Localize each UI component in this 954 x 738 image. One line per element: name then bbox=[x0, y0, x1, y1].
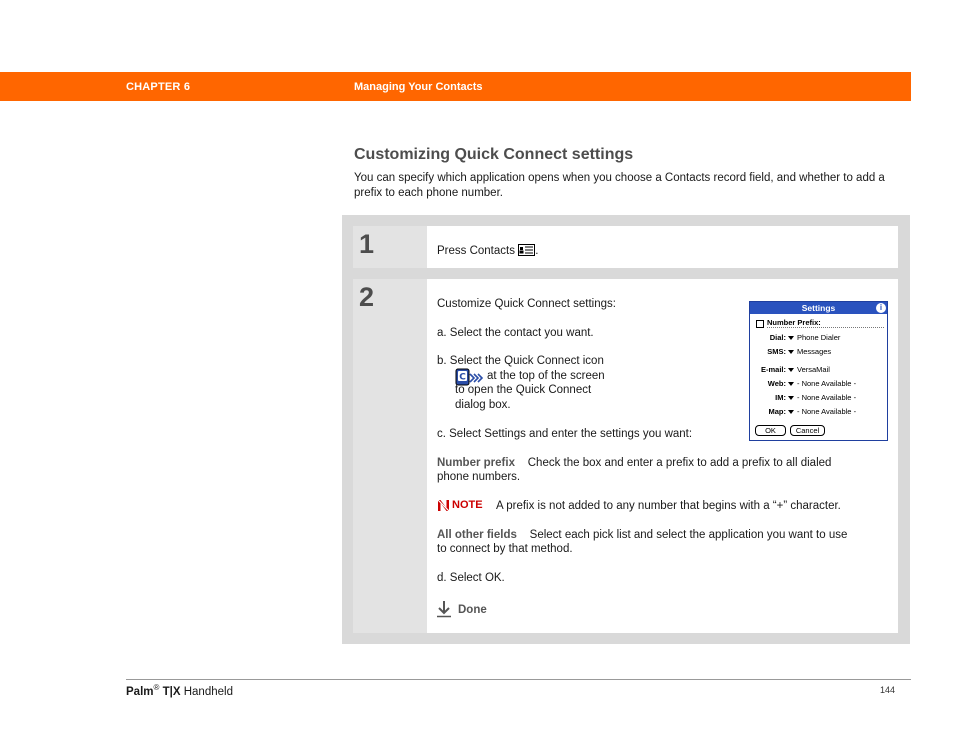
chevron-down-icon bbox=[788, 336, 794, 340]
footer-suffix: Handheld bbox=[180, 685, 233, 698]
im-label: IM: bbox=[775, 393, 786, 402]
sms-label: SMS: bbox=[767, 347, 786, 356]
step-2-number-cell bbox=[353, 279, 427, 633]
number-prefix-desc bbox=[437, 456, 831, 471]
section-intro: You can specify which application opens when you choose a Contacts record field, and whether to add a prefix to each phone number. bbox=[354, 172, 885, 199]
footer-reg-mark: ® bbox=[153, 683, 160, 692]
number-prefix-text: Check the box and enter a prefix to add a prefix to all dialed bbox=[527, 457, 832, 469]
footer-product bbox=[126, 683, 233, 698]
done-arrow-icon bbox=[436, 600, 452, 623]
number-prefix-text-2: phone numbers. bbox=[437, 471, 521, 483]
chevron-down-icon bbox=[788, 350, 794, 354]
number-prefix-label-dialog: Number Prefix: bbox=[767, 318, 821, 327]
chapter-label: CHAPTER 6 bbox=[126, 81, 191, 93]
step-1-period: . bbox=[535, 245, 539, 257]
sms-value: Messages bbox=[797, 347, 832, 356]
note-icon bbox=[437, 499, 450, 512]
dial-label: Dial: bbox=[769, 333, 786, 342]
ok-button[interactable]: OK bbox=[755, 425, 786, 436]
number-prefix-label: Number prefix bbox=[437, 457, 515, 469]
done-label: Done bbox=[458, 604, 487, 616]
note-label: NOTE bbox=[452, 499, 483, 511]
info-icon[interactable]: i bbox=[876, 303, 886, 313]
step-2-b-line1: b. Select the Quick Connect icon bbox=[437, 355, 604, 367]
step-2-a: a. Select the contact you want. bbox=[437, 327, 594, 339]
footer-model: T|X bbox=[162, 685, 181, 698]
chevron-down-icon bbox=[788, 382, 794, 386]
im-value: - None Available - bbox=[797, 393, 857, 402]
email-picklist[interactable] bbox=[788, 365, 830, 374]
map-label: Map: bbox=[768, 407, 786, 416]
chevron-down-icon bbox=[788, 396, 794, 400]
chevron-down-icon bbox=[788, 410, 794, 414]
other-fields-label: All other fields bbox=[437, 529, 517, 541]
sms-picklist[interactable] bbox=[788, 347, 831, 356]
other-fields-desc bbox=[437, 528, 847, 543]
dial-picklist[interactable] bbox=[788, 333, 840, 342]
step-2-d: d. Select OK. bbox=[437, 572, 505, 584]
svg-text:C: C bbox=[459, 372, 466, 383]
cancel-button[interactable]: Cancel bbox=[790, 425, 825, 436]
note-text: A prefix is not added to any number that begins with a “+” character. bbox=[496, 500, 841, 512]
step-2-c: c. Select Settings and enter the settings you want: bbox=[437, 428, 693, 440]
step-1-text bbox=[437, 244, 538, 261]
step-2-number: 2 bbox=[359, 282, 375, 312]
page-number: 144 bbox=[880, 685, 896, 695]
section-title: Customizing Quick Connect settings bbox=[354, 146, 634, 163]
web-picklist[interactable] bbox=[788, 379, 856, 388]
step-2-intro: Customize Quick Connect settings: bbox=[437, 298, 616, 310]
step-2-b-line4: dialog box. bbox=[455, 399, 511, 411]
im-picklist[interactable] bbox=[788, 393, 856, 402]
map-picklist[interactable] bbox=[788, 407, 856, 416]
number-prefix-checkbox[interactable] bbox=[756, 320, 764, 328]
other-fields-text: Select each pick list and select the application you want to use bbox=[529, 529, 848, 541]
dial-value: Phone Dialer bbox=[797, 333, 841, 342]
footer-divider bbox=[126, 679, 911, 680]
number-prefix-input[interactable] bbox=[767, 327, 884, 328]
email-label: E-mail: bbox=[760, 365, 786, 374]
settings-dialog-title: Settings bbox=[801, 303, 836, 313]
step-2-b-line2: at the top of the screen bbox=[487, 370, 605, 382]
contacts-app-icon bbox=[518, 244, 535, 261]
step-1-label: Press Contacts bbox=[437, 245, 515, 257]
footer-brand: Palm bbox=[126, 685, 154, 698]
map-value: - None Available - bbox=[797, 407, 857, 416]
web-value: - None Available - bbox=[797, 379, 857, 388]
web-label: Web: bbox=[767, 379, 786, 388]
step-1-number: 1 bbox=[359, 229, 375, 259]
chevron-down-icon bbox=[788, 368, 794, 372]
email-value: VersaMail bbox=[797, 365, 830, 374]
other-fields-text-2: to connect by that method. bbox=[437, 543, 573, 555]
chapter-title: Managing Your Contacts bbox=[354, 81, 483, 93]
step-2-b-line3: to open the Quick Connect bbox=[455, 384, 592, 396]
